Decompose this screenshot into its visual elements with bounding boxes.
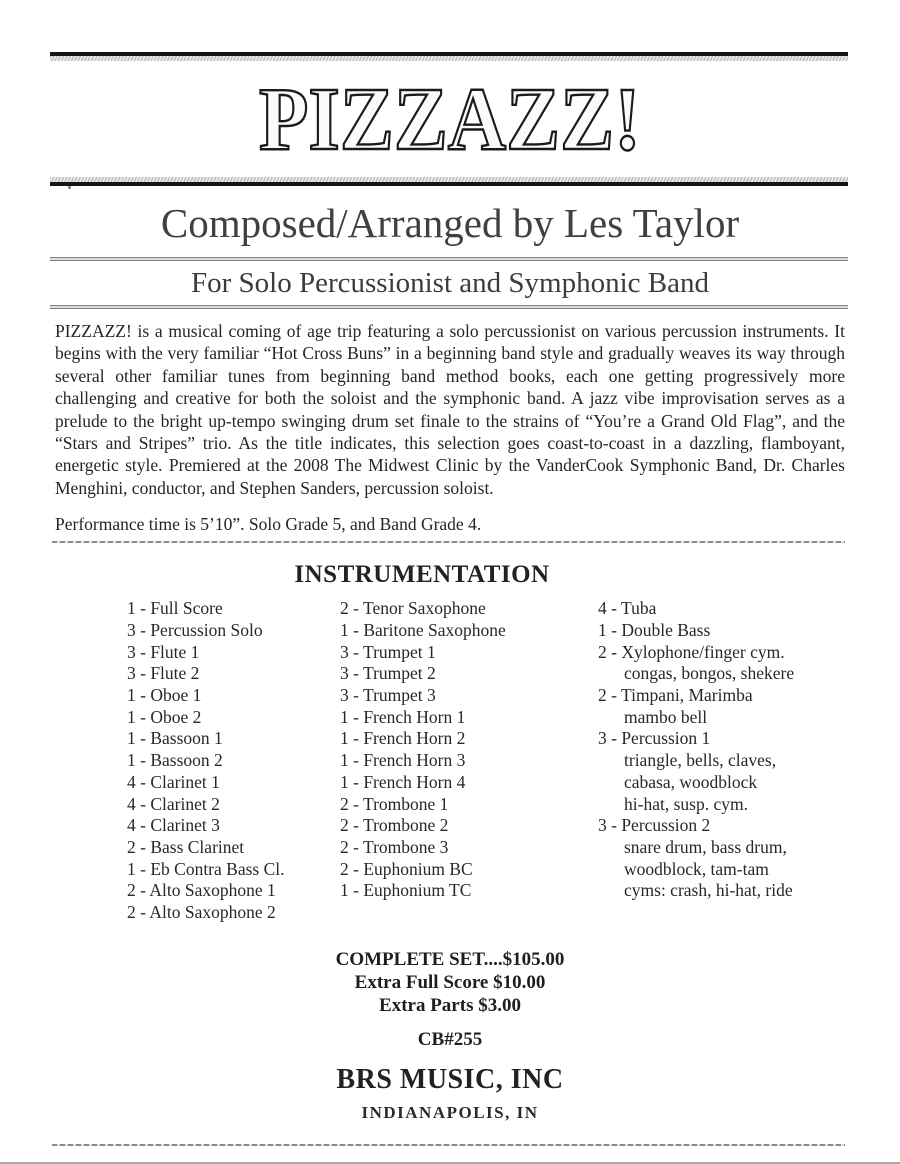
instrumentation-item: mambo bell — [624, 706, 708, 727]
instrumentation-item: cyms: crash, hi-hat, ride — [624, 880, 793, 901]
publisher-name: BRS MUSIC, INC — [336, 1063, 564, 1095]
instrumentation-heading-row — [0, 561, 900, 589]
section-divider-rule — [52, 541, 845, 543]
instrumentation-item: 3 - Flute 2 — [127, 663, 200, 684]
instrumentation-item: 1 - Bassoon 1 — [127, 728, 223, 749]
instrumentation-item: 3 - Trumpet 2 — [340, 663, 436, 684]
instrumentation-item: 1 - French Horn 4 — [340, 771, 466, 792]
bottom-rule — [52, 1144, 845, 1146]
instrumentation-item: 1 - Oboe 2 — [127, 706, 202, 727]
subtitle-top-rule — [50, 257, 848, 261]
instrumentation-item: 4 - Clarinet 3 — [127, 815, 220, 836]
instrumentation-item: hi-hat, susp. cym. — [624, 793, 748, 814]
instrumentation-item: 1 - Bassoon 2 — [127, 750, 223, 771]
program-description: PIZZAZZ! is a musical coming of age trip featuring a solo percussionist on various percussion instruments. It begins with the very familiar “Hot Cross Buns” in a beginning band style and gradually weaves its way through several other familiar tunes from beginning band method books, each one getting progressively more challenging and creative for both the soloist and the symphonic band. A jazz vibe improvisation serves as a prelude to the bright up-tempo swinging drum set finale to the strains of “You’re a Grand Old Flag”, and the “Stars and Stripes” trio. As the title indicates, this selection goes coast-to-coast in a dazzling, flamboyant, energetic style. Premiered at the 2008 The Midwest Clinic by the VanderCook Symphonic Band, Dr. Charles Menghini, conductor, and Stephen Sanders, percussion soloist. — [55, 321, 845, 498]
instrumentation-item: 4 - Clarinet 1 — [127, 771, 220, 792]
instrumentation-item: 2 - Trombone 3 — [340, 836, 449, 857]
instrumentation-item: cabasa, woodblock — [624, 771, 758, 792]
instrumentation-item: 1 - French Horn 2 — [340, 728, 466, 749]
top-double-rule — [50, 52, 848, 61]
instrumentation-heading: INSTRUMENTATION — [294, 561, 550, 589]
instrumentation-item: snare drum, bass drum, — [624, 836, 787, 857]
title-outline-lettering — [235, 66, 665, 168]
instrumentation-item: 2 - Timpani, Marimba — [598, 685, 753, 706]
instrumentation-item: 4 - Tuba — [598, 598, 657, 619]
instrumentation-item: 1 - French Horn 1 — [340, 706, 466, 727]
instrumentation-item: 2 - Xylophone/finger cym. — [598, 641, 785, 662]
page-title: PIZZAZZ! — [259, 70, 641, 168]
price-extra-full-score: Extra Full Score $10.00 — [354, 971, 546, 993]
instrumentation-item: 1 - Baritone Saxophone — [340, 619, 506, 640]
instrumentation-item: 3 - Trumpet 1 — [340, 641, 436, 662]
instrumentation-item: 3 - Trumpet 3 — [340, 685, 436, 706]
instrumentation-item: 3 - Percussion 2 — [598, 815, 711, 836]
price-extra-parts: Extra Parts $3.00 — [379, 994, 521, 1016]
instrumentation-item: 3 - Percussion 1 — [598, 728, 711, 749]
catalog-number: CB#255 — [417, 1028, 483, 1050]
instrumentation-item: 2 - Alto Saxophone 1 — [127, 880, 276, 901]
instrumentation-item: 1 - Full Score — [127, 598, 223, 619]
price-complete-set: COMPLETE SET....$105.00 — [335, 948, 565, 970]
title-block — [0, 66, 900, 173]
scan-speck — [68, 186, 71, 189]
instrumentation-column-3 — [598, 598, 893, 924]
instrumentation-column-1 — [127, 598, 340, 924]
instrumentation-item: 4 - Clarinet 2 — [127, 793, 220, 814]
instrumentation-item: 2 - Bass Clarinet — [127, 836, 245, 857]
instrumentation-item: 1 - French Horn 3 — [340, 750, 466, 771]
publisher-location: INDIANAPOLIS, IN — [361, 1102, 539, 1122]
instrumentation-item: 1 - Oboe 1 — [127, 685, 202, 706]
performance-note: Performance time is 5’10”. Solo Grade 5, and Band Grade 4. — [55, 514, 482, 535]
instrumentation-item: congas, bongos, shekere — [624, 663, 795, 684]
instrumentation-item: 2 - Alto Saxophone 2 — [127, 902, 276, 923]
instrumentation-item: 2 - Euphonium BC — [340, 858, 473, 879]
instrumentation-item: 3 - Flute 1 — [127, 641, 200, 662]
instrumentation-item: 2 - Trombone 2 — [340, 815, 449, 836]
instrumentation-item: 1 - Double Bass — [598, 619, 711, 640]
instrumentation-item: 1 - Eb Contra Bass Cl. — [127, 858, 285, 879]
title-bottom-double-rule — [50, 177, 848, 186]
instrumentation-item: 2 - Tenor Saxophone — [340, 598, 486, 619]
instrumentation-item: 3 - Percussion Solo — [127, 619, 263, 640]
instrumentation-column-2 — [340, 598, 598, 924]
subtitle-bottom-rule — [50, 305, 848, 309]
pricing-block — [0, 948, 900, 1017]
instrumentation-item: 1 - Euphonium TC — [340, 880, 472, 901]
instrumentation-columns — [127, 598, 900, 924]
instrumentation-item: triangle, bells, claves, — [624, 750, 777, 771]
subtitle: For Solo Percussionist and Symphonic Band — [191, 267, 709, 299]
instrumentation-item: 2 - Trombone 1 — [340, 793, 449, 814]
instrumentation-item: woodblock, tam-tam — [624, 858, 769, 879]
composer-byline: Composed/Arranged by Les Taylor — [160, 200, 740, 246]
